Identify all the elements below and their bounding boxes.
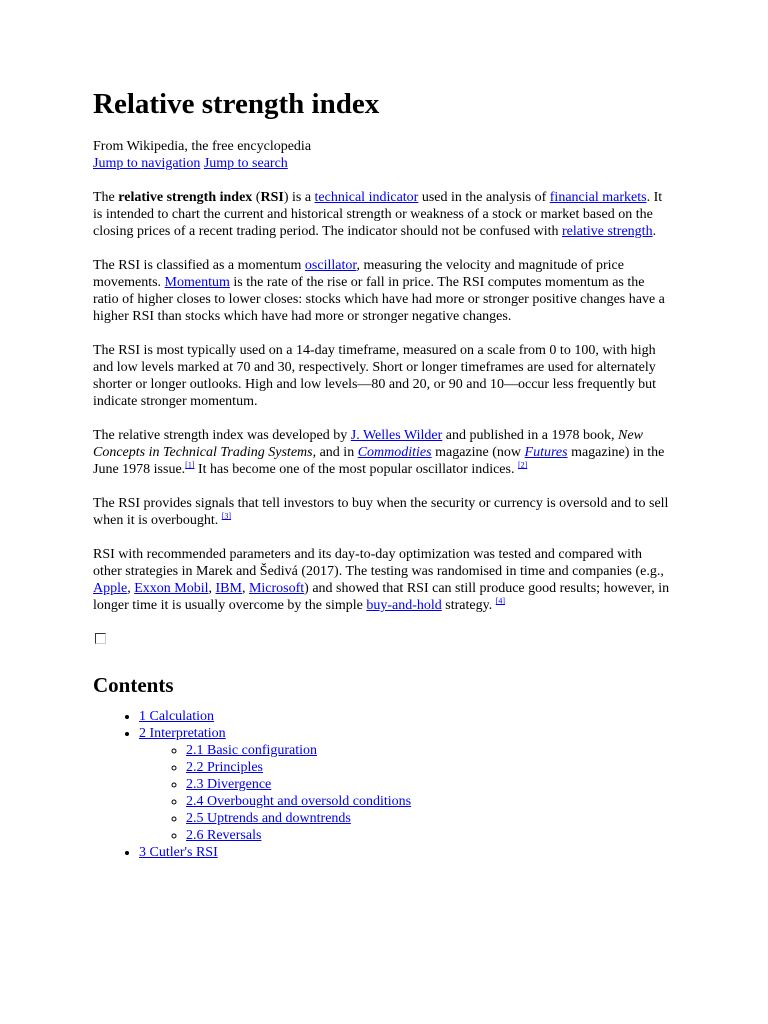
toc-item: [139, 725, 673, 844]
text: The relative strength index was developed by: [93, 428, 351, 443]
toc-item: [139, 844, 673, 861]
text: ,: [208, 581, 216, 596]
tagline: From Wikipedia, the free encyclopedia: [93, 139, 312, 154]
toc-link-basic-configuration[interactable]: 2.1 Basic configuration: [186, 743, 318, 758]
link-j-welles-wilder[interactable]: J. Welles Wilder: [350, 428, 443, 443]
checkbox-icon: [95, 633, 106, 644]
paragraph-timeframe: The RSI is most typically used on a 14-day timeframe, measured on a scale from 0 to 100, with high and low levels marked at 70 and 30, respectively. Short or longer timeframes are used for alternately shorter or longer outlooks. High and low levels—80 and 20, or 90 and 10—occur less frequently but indicate stronger momentum.: [93, 343, 657, 409]
book-title: New Concepts in Technical Trading Systems: [93, 428, 643, 460]
toc-subitem: [186, 827, 673, 844]
link-exxon-mobil[interactable]: Exxon Mobil: [134, 581, 209, 596]
paragraph-testing: [93, 546, 673, 614]
toc-link-divergence[interactable]: 2.3 Divergence: [186, 777, 272, 792]
text: magazine) in the June 1978 issue.: [93, 445, 665, 477]
link-ibm[interactable]: IBM: [215, 581, 242, 596]
text: The RSI provides signals that tell investors to buy when the security or currency is oversold and to sell when it is overbought.: [93, 496, 669, 528]
toc-subitem: [186, 810, 673, 827]
text: used in the analysis of: [418, 190, 550, 205]
toc-subitem: [186, 759, 673, 776]
link-apple[interactable]: Apple: [93, 581, 128, 596]
toc-link-uptrends-downtrends[interactable]: 2.5 Uptrends and downtrends: [186, 811, 351, 826]
text: ) is a: [283, 190, 315, 205]
paragraph-momentum: [93, 257, 673, 325]
paragraph-intro: [93, 189, 673, 240]
toc-link-principles[interactable]: 2.2 Principles: [186, 760, 263, 775]
contents-heading: Contents: [93, 673, 174, 697]
text: .: [652, 224, 657, 239]
paragraph-history: [93, 427, 673, 478]
bold-term-abbr: RSI: [260, 190, 284, 205]
toc-subitem: [186, 793, 673, 810]
toc-item: [139, 708, 673, 725]
link-futures[interactable]: Futures: [524, 445, 568, 460]
text: strategy.: [441, 598, 496, 613]
text: The RSI is classified as a momentum: [93, 258, 305, 273]
text: RSI with recommended parameters and its day-to-day optimization was tested and compared with other strategies in Marek and Šedivá (2017). The testing was randomised in time and companies (e.g.,: [93, 547, 664, 579]
toc-sublist: [139, 742, 673, 844]
toc-subitem: [186, 776, 673, 793]
link-technical-indicator[interactable]: technical indicator: [314, 190, 419, 205]
jump-links: [93, 155, 673, 172]
toc-link-interpretation[interactable]: 2 Interpretation: [139, 726, 226, 741]
bold-term: relative strength index: [118, 190, 253, 205]
toc-link-calculation[interactable]: 1 Calculation: [139, 709, 215, 724]
text: and published in a 1978 book,: [442, 428, 619, 443]
text: , measuring the velocity and magnitude of price movements.: [93, 258, 624, 290]
toc-link-reversals[interactable]: 2.6 Reversals: [186, 828, 262, 843]
link-momentum[interactable]: Momentum: [164, 275, 230, 290]
paragraph-signals: [93, 495, 673, 529]
jump-to-navigation-link[interactable]: Jump to navigation: [93, 156, 201, 171]
toc-link-overbought-oversold[interactable]: 2.4 Overbought and oversold conditions: [186, 794, 412, 809]
text: magazine (now: [431, 445, 525, 460]
text: The: [93, 190, 119, 205]
text: ) and showed that RSI can still produce good results; however, in longer time it is usually overcome by the simple: [93, 581, 670, 613]
text: ,: [241, 581, 249, 596]
text: is the rate of the rise or fall in price. The RSI computes momentum as the ratio of higher closes to lower closes: stocks which have had more or stronger positive changes have a higher RSI than stocks which have had more or stronger negative changes.: [93, 275, 665, 324]
link-microsoft[interactable]: Microsoft: [248, 581, 305, 596]
jump-to-search-link[interactable]: Jump to search: [203, 156, 288, 171]
toc-link-cutlers-rsi[interactable]: 3 Cutler's RSI: [139, 845, 218, 860]
link-commodities[interactable]: Commodities: [357, 445, 432, 460]
citation-4[interactable]: [4]: [495, 596, 506, 606]
page-title: Relative strength index: [93, 88, 380, 120]
link-oscillator[interactable]: oscillator: [304, 258, 357, 273]
text: (: [252, 190, 261, 205]
citation-1[interactable]: [1]: [185, 460, 195, 470]
link-financial-markets[interactable]: financial markets: [549, 190, 647, 205]
link-buy-and-hold[interactable]: buy-and-hold: [366, 598, 442, 613]
toc-subitem: [186, 742, 673, 759]
text: It has become one of the most popular oscillator indices.: [194, 462, 515, 477]
citation-3[interactable]: [3]: [221, 511, 232, 521]
text: ,: [127, 581, 135, 596]
toc-toggle-checkbox[interactable]: [93, 631, 673, 649]
link-relative-strength[interactable]: relative strength: [562, 224, 653, 239]
text: , and in: [312, 445, 358, 460]
text: . It is intended to chart the current and historical strength or weakness of a stock or market based on the closing prices of a recent trading period. The indicator should not be confused with: [93, 190, 663, 239]
toc-list: [93, 708, 673, 861]
article-content: [93, 86, 673, 861]
citation-2[interactable]: [2]: [517, 460, 528, 470]
